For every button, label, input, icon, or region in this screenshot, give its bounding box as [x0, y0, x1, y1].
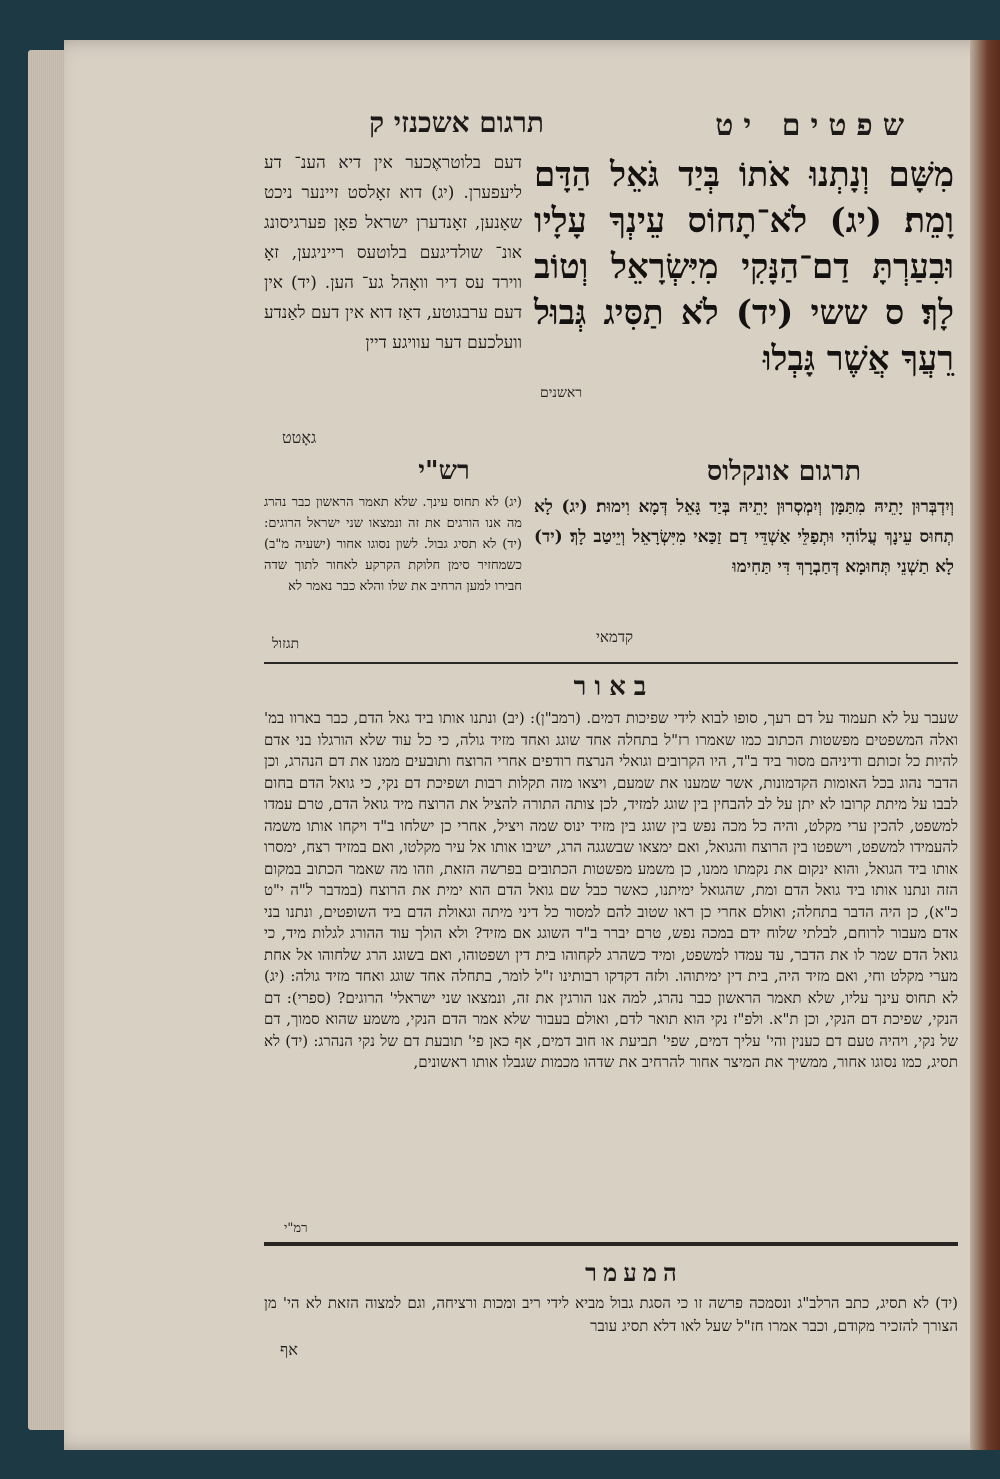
- biur-catchword: רמ"י: [284, 1221, 308, 1236]
- biur-title: באור: [573, 672, 655, 702]
- onkelos-text: וְיִדְבְּרוּן יָתֵיהּ מִתַּמָּן וְיִמְסְרוּן יָתֵיהּ בְּיַד גָּאֵל דְּמָא וִימוּת׃ (יג) לָא תְחוּס עֵינָךְ עֲלוֹהִי וּתְפַלֵּי אַשְׁדֵּי דַם זַכַּאי מִיִּשְׂרָאֵל וְיֵיטַב לָךְ׃ (יד) לָא תַשְׁנֵי תְּחוּמָא דְּחַבְרָךְ דִּי תַּחִימוּ: [534, 497, 954, 577]
- rashi-catchword: תגזול: [272, 636, 300, 652]
- biur-text: שעבר על לא תעמוד על דם רעך, סופו לבוא לידי שפיכות דמים. (רמב"ן): (יב) ונתנו אותו ביד גאל הדם, כבר בארוו במ' ואלה המשפטים מפשטות הכתוב כמו שאמרו רז"ל בתחלה אחד שוגג ואחד מזיד גולה, כי כל עוד שלא הורגלו בני אדם להיות כל זכותם ודיניהם מסור ביד ב"ד, היו הקרובים וגואלי הנרצח רודפים אחרי הרוצח ותובעים ממנו את דם הנהרג, וכן הדבר נהוג בכל האומות הקדמונות, אשר שמענו את שמעם, ויצאו מזה תקלות רבות ושפיכת דם נקי, כי גואל הדם בחום לבבו על מיתת קרובו לא יתן על לב להבחין בין שוגג למזיד, לכן צותה התורה להציל את הרוצח מיד גואל הדם, טרם עמדו למשפט, להכין ערי מקלט, והיה כל מכה נפש בין שוגג בין מזיד ינוס שמה ויציל, אחרי כן ישלחו ב"ד ויקחו אותו משמה להעמידו למשפט, וישפטו בין הרוצח והגואל, ואם ימצאו שבשגגה הרג, ישיבו אותו אל עיר מקלטו, ואם במזיד רצח, ימסרו אותו ביד הגואל, והוא ינקום את נקמתו ממנו, כן משמע מפשטות הכתובים בפרשה הזאת, וזהו מה שאמר הכתוב במקום הזה ונתנו אותו ביד גואל הדם ומת, שהגואל ימיתנו, כאשר כבל שם גואל הדם הוא ימית את הרוצח (במדבר ל"ה י"ט כ"א), כן היה הדבר בתחלה; ואולם אחרי כן ראו שטוב להם למסור כל דיני מיתה וגאולת הדם ביד השופטים, ונתנו בני אדם מעבור לרוחם, לבלתי שלוח ידם במכה נפש, טרם יברר ב"ד השוגג אם מזיד? ולא הולך עוד ההורג לגלות מיד, כי גואל הדם שמר לו את הדבר, עד עמדו למשפט, ומיד כשהרג לקחוהו בית דין ושפטוהו, ואם בשוגג הרג שלחוהו אל אחת מערי מקלט וחי, ואם מזיד היה, בית דין ימיתוהו. ולזה דקדקו רבותינו ז"ל לומר, בתחלה אחד שוגג ואחד מזיד גולה: (יג) לא תחוס עינך עליו, שלא תאמר הראשון כבר נהרג, למה אנו הורגין את זה, ונמצאו שני ישראלי' הרוגים? (ספרי): דם הנקי, שפיכת דם הנקי, וכן ת"א. ולפ"ז נקי הוא תואר לדם, ואולם בעבור שלא אמר הדם הנקי, משמע שהוא סמוך, דם של נקי, ויהיה טעם דם כענין והי' עליך דמים, שפי' תביעת או חוב דמים, אף כאן פי' תובעת דם של נקי הנהרג: (יד) לא תסיג, כמו נסוגו אחור, ממשיך את המיצר אחור להרחיב את שדהו מכמות שגבלו אותו ראשונים,: [264, 709, 959, 1071]
- bible-catchword: ראשנים: [540, 385, 583, 401]
- maamar-title: המעמר: [585, 1258, 683, 1287]
- maamar-text: (יד) לא תסיג, כתב הרלב"ג ונסמכה פרשה זו כי הסגת גבול מביא לידי ריב ומכות ורציחה, וגם למצוה הזאת לא הי' מן הצורך להזכיר מקודם, וכבר אמרו חז"ל שעל לאו דלא תסיג עובר: [264, 1294, 958, 1335]
- page: [64, 40, 1000, 1450]
- book: [28, 40, 1000, 1450]
- rashi-title: רש"י: [418, 456, 470, 486]
- book-spine: [970, 40, 1000, 1450]
- onkelos-catchword: קדמאי: [596, 628, 634, 646]
- parasha-header: שפטים יט: [715, 108, 914, 143]
- section-divider: [264, 662, 958, 664]
- side-column-header: תרגום אשכנזי ק: [369, 106, 544, 139]
- yiddish-translation: דעם בלוטראֶכער אין דיא הענ־ דע ליעפערן. (יג) דוא זאָלסט זיינער ניכט שאָנען, זאָנדערן ישראל פאָן פערגיסונג אונ־ שולדיגעם בלוטעס רייניגען, זאָ ווירד עס דיר וואָהל גע־ הען. (יד) אין דעם ערבגוטע, דאַז דוא אין דעם לאַנדע וועלכעם דער עוויגע דיין: [264, 153, 522, 353]
- onkelos-title: תרגום אונקלוס: [706, 456, 862, 487]
- section-divider-thick: [264, 1242, 958, 1246]
- yiddish-catchword: גאָטט: [282, 428, 317, 447]
- rashi-text: (יג) לא תחוס עינך. שלא תאמר הראשון כבר נהרג מה אנו הורגים את זה ונמצאו שני ישראל הרוגים: (יד) לא תסיג גבול. לשון נסוגו אחור (ישעיה מ"ב) כשמחזיר סימן חלוקת הקרקע לאחור לתוך שדה חבירו למען הרחיב את שלו והלא כבר נאמר לא: [264, 495, 522, 594]
- maamar-catchword: אף: [280, 1340, 298, 1359]
- bible-text: מִשָּׁם וְנָתְנוּ אֹתוֹ בְּיַד גֹּאֵל הַדָּם וָמֵת׃ (יג) לֹא־תָחוֹס עֵינְךָ עָלָיו וּבִעַרְתָּ דַם־הַנָּקִי מִיִּשְׂרָאֵל וְטוֹב לָךְ׃ ס ששי (יד) לֹא תַסִּיג גְּבוּל רֵעֲךָ אֲשֶׁר גָּבְלוּ: [534, 155, 954, 379]
- page-edges: [28, 50, 68, 1430]
